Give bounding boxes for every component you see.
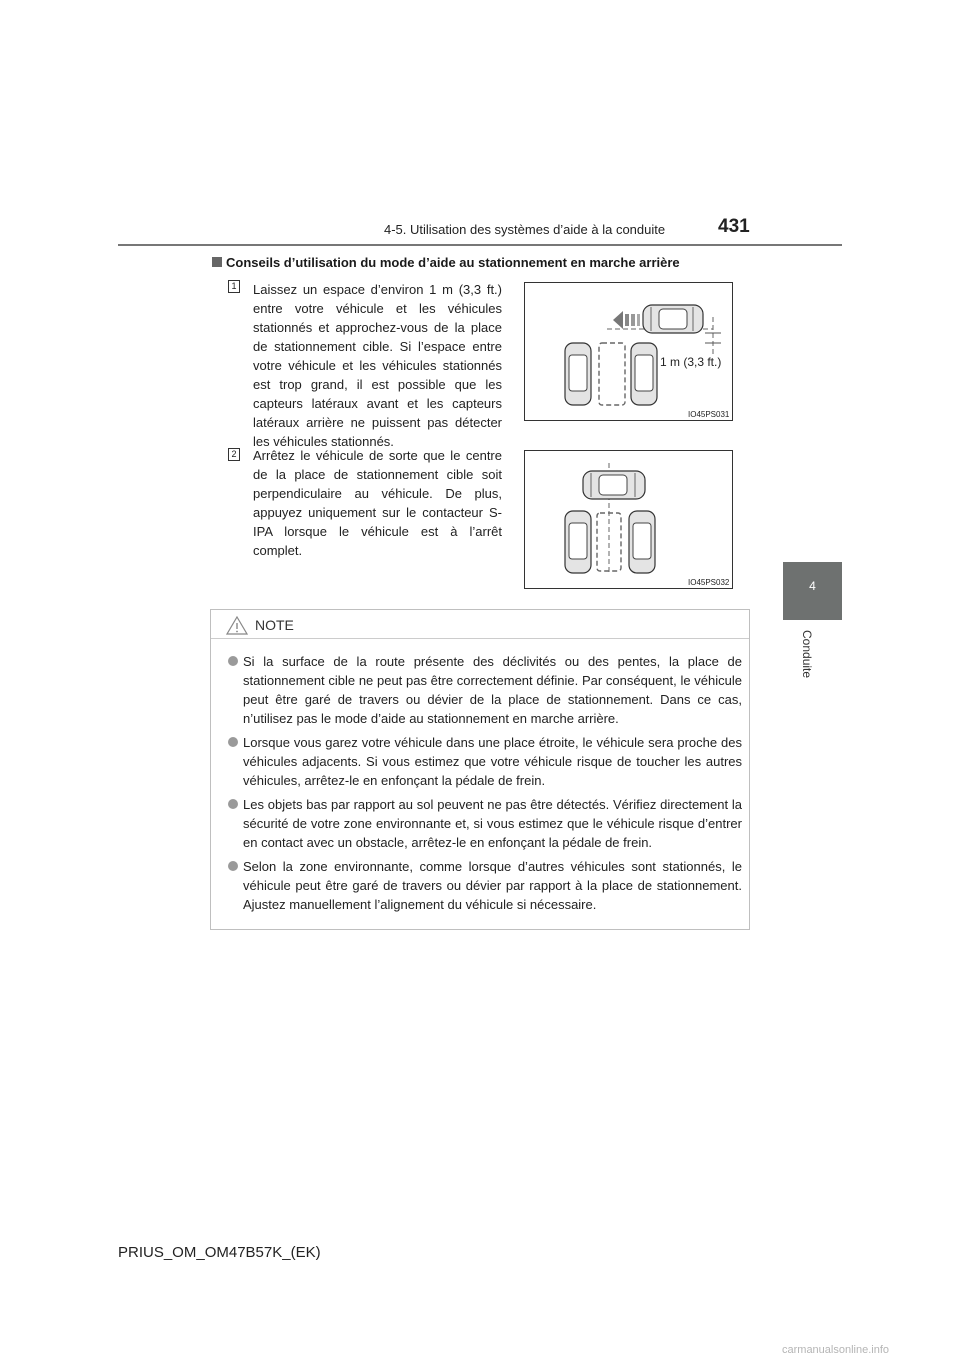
note-item-text: Les objets bas par rapport au sol peuvent ne pas être détectés. Vérifiez directement la sécurité de votre zone environnante et, si vous estimez que le véhicule risque d’entrer en contact avec un obstacle, arrêtez-le en enfonçant la pédale de frein.	[243, 797, 742, 850]
document-code: PRIUS_OM_OM47B57K_(EK)	[118, 1244, 321, 1261]
bullet-icon	[228, 656, 238, 666]
chapter-label: Conduite	[800, 630, 814, 679]
note-item-text: Lorsque vous garez votre véhicule dans une place étroite, le véhicule sera proche des véhicules adjacents. Si vous estimez que votre véhicule risque de toucher les autres véhicules, arrêtez-le en enfonçant la pédale de frein.	[243, 735, 742, 788]
note-item	[228, 652, 742, 728]
figure-code-1: IO45PS031	[688, 410, 730, 419]
distance-label: 1 m (3,3 ft.)	[660, 355, 722, 369]
perpendicular-stop-diagram	[525, 451, 734, 590]
step-text-2: Arrêtez le véhicule de sorte que le centre de la place de stationnement cible soit perpendiculaire au véhicule. De plus, appuyez uniquement sur le contacteur S-IPA lorsque le véhicule est à l’arrêt complet.	[253, 448, 502, 558]
step-number-2: 2	[228, 448, 240, 461]
section-title-text: Conseils d’utilisation du mode d’aide au stationnement en marche arrière	[226, 255, 680, 270]
step-number-1: 1	[228, 280, 240, 293]
warning-triangle-icon	[226, 616, 248, 635]
section-title	[212, 255, 680, 270]
note-header	[211, 610, 749, 639]
header-divider	[118, 244, 842, 246]
note-item	[228, 733, 742, 790]
bullet-icon	[228, 799, 238, 809]
running-header: 4-5. Utilisation des systèmes d’aide à la conduite	[384, 222, 666, 237]
bullet-icon	[228, 861, 238, 871]
note-item	[228, 795, 742, 852]
figure-step-1	[524, 282, 733, 421]
figure-step-2	[524, 450, 733, 589]
note-item	[228, 857, 742, 914]
note-box	[210, 609, 750, 930]
note-list	[211, 639, 749, 914]
bullet-icon	[228, 737, 238, 747]
note-item-text: Selon la zone environnante, comme lorsque d’autres véhicules sont stationnés, le véhicule peut être garé de travers ou dévier par rapport à la place de stationnement. Ajustez manuellement l’alignement du véhicule si nécessaire.	[243, 859, 742, 912]
note-item-text: Si la surface de la route présente des déclivités ou des pentes, la place de stationnement cible ne peut pas être correctement définie. Par conséquent, le véhicule peut être garé de travers ou dévier de la place de stationnement. Dans ce cas, n’utilisez pas le mode d’aide au stationnement en marche arrière.	[243, 654, 742, 726]
figure-code-2: IO45PS032	[688, 578, 730, 587]
parking-approach-diagram	[525, 283, 734, 422]
step-text-1: Laissez un espace d’environ 1 m (3,3 ft.) entre votre véhicule et les véhicules stationnés et approchez-vous de la place de stationnement cible. Si l’espace entre votre véhicule et les véhicules stationnés est trop grand, il est possible que les capteurs latéraux avant et les capteurs latéraux arrière ne puissent pas détecter les véhicules stationnés.	[253, 282, 502, 449]
watermark[interactable]: carmanualsonline.info	[782, 1344, 890, 1356]
square-bullet-icon	[212, 257, 222, 267]
chapter-tab[interactable]: 4	[783, 562, 842, 620]
page-number: 431	[718, 216, 750, 237]
note-title: NOTE	[255, 617, 294, 633]
